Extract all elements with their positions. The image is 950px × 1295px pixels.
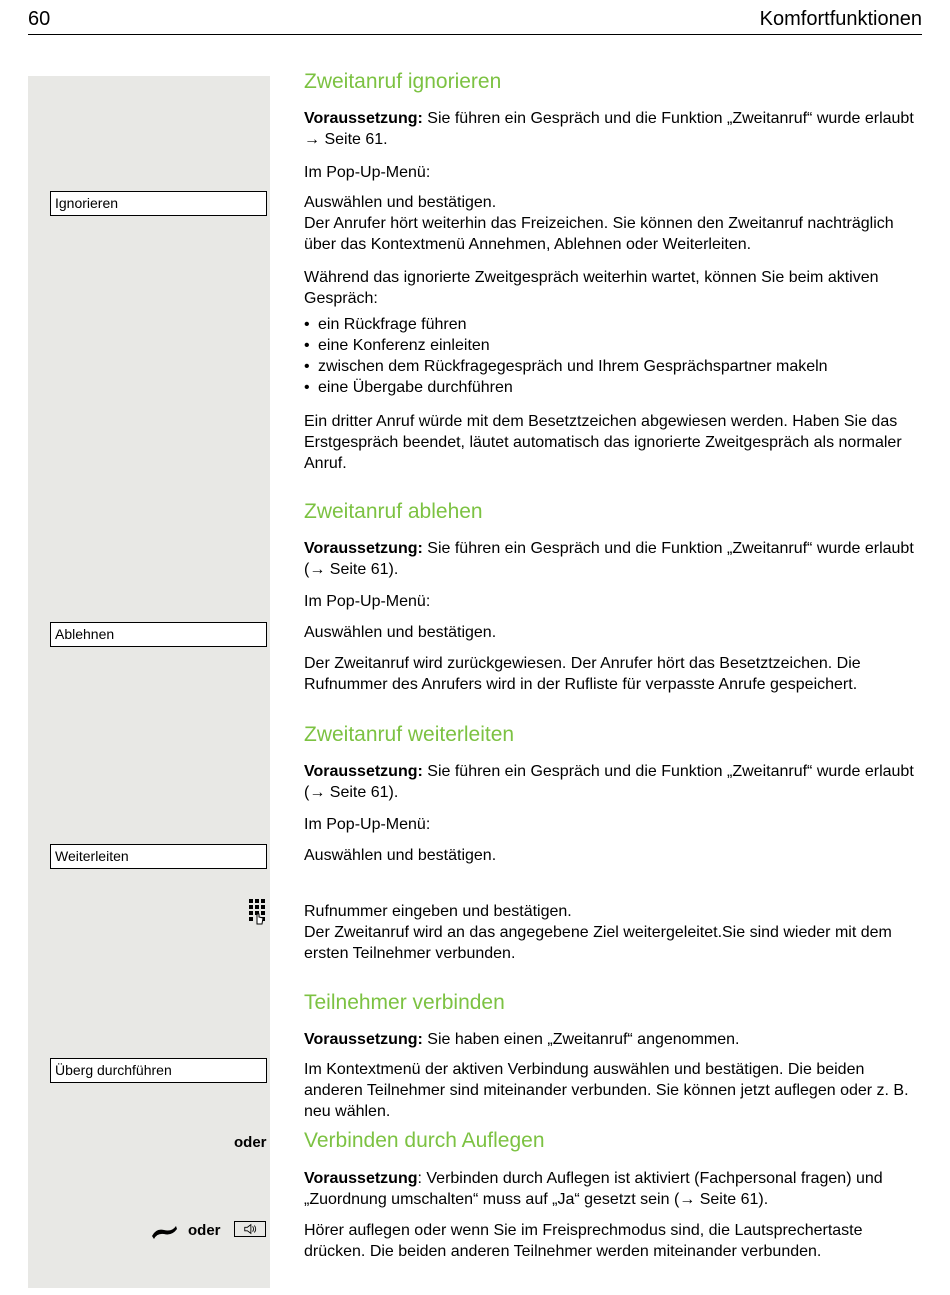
- page-header: [28, 6, 922, 35]
- heading-zweitanruf-ignorieren: Zweitanruf ignorieren: [304, 70, 502, 93]
- s3-popup: Im Pop-Up-Menü:: [304, 816, 431, 833]
- page-number: 60: [28, 8, 51, 30]
- list-item: • eine Konferenz einleiten: [304, 335, 924, 356]
- s4-context-menu-info: Im Kontextmenü der aktiven Verbindung auswählen und bestätigen. Die beiden anderen Teilnehmer sind miteinander verbunden. Sie können jetzt auflegen oder z. B. neu wählen.: [304, 1061, 909, 1120]
- s2-prereq-label: Voraussetzung:: [304, 540, 423, 557]
- speaker-key-icon: [234, 1221, 266, 1237]
- s1-bullet-list: [304, 314, 924, 398]
- list-item: • eine Übergabe durchführen: [304, 377, 924, 398]
- s1-waiting-info: Während das ignorierte Zweitgespräch weiterhin wartet, können Sie beim aktiven Gespräch:: [304, 269, 879, 307]
- s5-prerequisite: [304, 1168, 924, 1210]
- s3-select-confirm: Auswählen und bestätigen.: [304, 847, 497, 864]
- keypad-icon: [248, 898, 268, 926]
- heading-zweitanruf-ablehen: Zweitanruf ablehen: [304, 500, 483, 523]
- s2-prerequisite: [304, 538, 924, 580]
- chapter-title: Komfortfunktionen: [759, 8, 922, 30]
- s1-select-confirm: Auswählen und bestätigen.: [304, 194, 497, 211]
- s1-third-call: Ein dritter Anruf würde mit dem Besetztzeichen abgewiesen werden. Haben Sie das Erstgespräch beendet, läutet automatisch das ignorierte Zweitgespräch als normaler Anruf.: [304, 413, 902, 472]
- sidebar: [28, 76, 270, 1288]
- heading-zweitanruf-weiterleiten: Zweitanruf weiterleiten: [304, 723, 515, 746]
- s3-prereq-label: Voraussetzung:: [304, 763, 423, 780]
- handset-icon: [150, 1222, 178, 1242]
- s2-prereq-text: Sie führen ein Gespräch und die Funktion „Zweitanruf“ wurde erlaubt (→ Seite 61).: [304, 540, 914, 578]
- heading-verbinden-durch-auflegen: Verbinden durch Auflegen: [304, 1129, 545, 1152]
- s2-select-confirm: Auswählen und bestätigen.: [304, 624, 497, 641]
- list-item: • zwischen dem Rückfragegespräch und Ihrem Gesprächspartner makeln: [304, 356, 924, 377]
- menu-item-ablehnen: Ablehnen: [50, 622, 267, 647]
- s4-prereq-text: Sie haben einen „Zweitanruf“ angenommen.: [427, 1031, 740, 1048]
- oder-label-1: oder: [234, 1134, 267, 1151]
- menu-item-weiterleiten: Weiterleiten: [50, 844, 267, 869]
- oder-label-2: oder: [188, 1222, 221, 1239]
- s3-forwarded-info: Der Zweitanruf wird an das angegebene Ziel weitergeleitet.Sie sind wieder mit dem ersten Teilnehmer verbunden.: [304, 924, 892, 962]
- s1-prerequisite: [304, 108, 924, 150]
- s1-prereq-text: Sie führen ein Gespräch und die Funktion „Zweitanruf“ wurde erlaubt → Seite 61.: [304, 110, 914, 148]
- s4-prerequisite: [304, 1029, 924, 1050]
- s2-rejected-info: Der Zweitanruf wird zurückgewiesen. Der Anrufer hört das Besetztzeichen. Die Rufnummer des Anrufers wird in der Rufliste für verpasste Anrufe gespeichert.: [304, 655, 861, 693]
- s3-prereq-text: Sie führen ein Gespräch und die Funktion „Zweitanruf“ wurde erlaubt (→ Seite 61).: [304, 763, 914, 801]
- heading-teilnehmer-verbinden: Teilnehmer verbinden: [304, 991, 505, 1014]
- s1-prereq-label: Voraussetzung:: [304, 110, 423, 127]
- s5-hang-up-info: Hörer auflegen oder wenn Sie im Freisprechmodus sind, die Lautsprechertaste drücken. Die beiden anderen Teilnehmer werden miteinander verbunden.: [304, 1222, 863, 1260]
- s5-prereq-label: Voraussetzung: [304, 1170, 418, 1187]
- list-item: • ein Rückfrage führen: [304, 314, 924, 335]
- s1-caller-info: Der Anrufer hört weiterhin das Freizeichen. Sie können den Zweitanruf nachträglich über das Kontextmenü Annehmen, Ablehnen oder Weiterleiten.: [304, 215, 894, 253]
- s3-prerequisite: [304, 761, 924, 803]
- menu-item-ignorieren: Ignorieren: [50, 191, 267, 216]
- s4-prereq-label: Voraussetzung:: [304, 1031, 423, 1048]
- menu-item-uebergabe: Überg durchführen: [50, 1058, 267, 1083]
- s2-popup: Im Pop-Up-Menü:: [304, 593, 431, 610]
- s3-enter-number: Rufnummer eingeben und bestätigen.: [304, 903, 572, 920]
- s5-prereq-text: : Verbinden durch Auflegen ist aktiviert (Fachpersonal fragen) und „Zuordnung umschalten“ muss auf „Ja“ gesetzt sein (→ Seite 61).: [304, 1170, 883, 1208]
- s1-popup: Im Pop-Up-Menü:: [304, 164, 431, 181]
